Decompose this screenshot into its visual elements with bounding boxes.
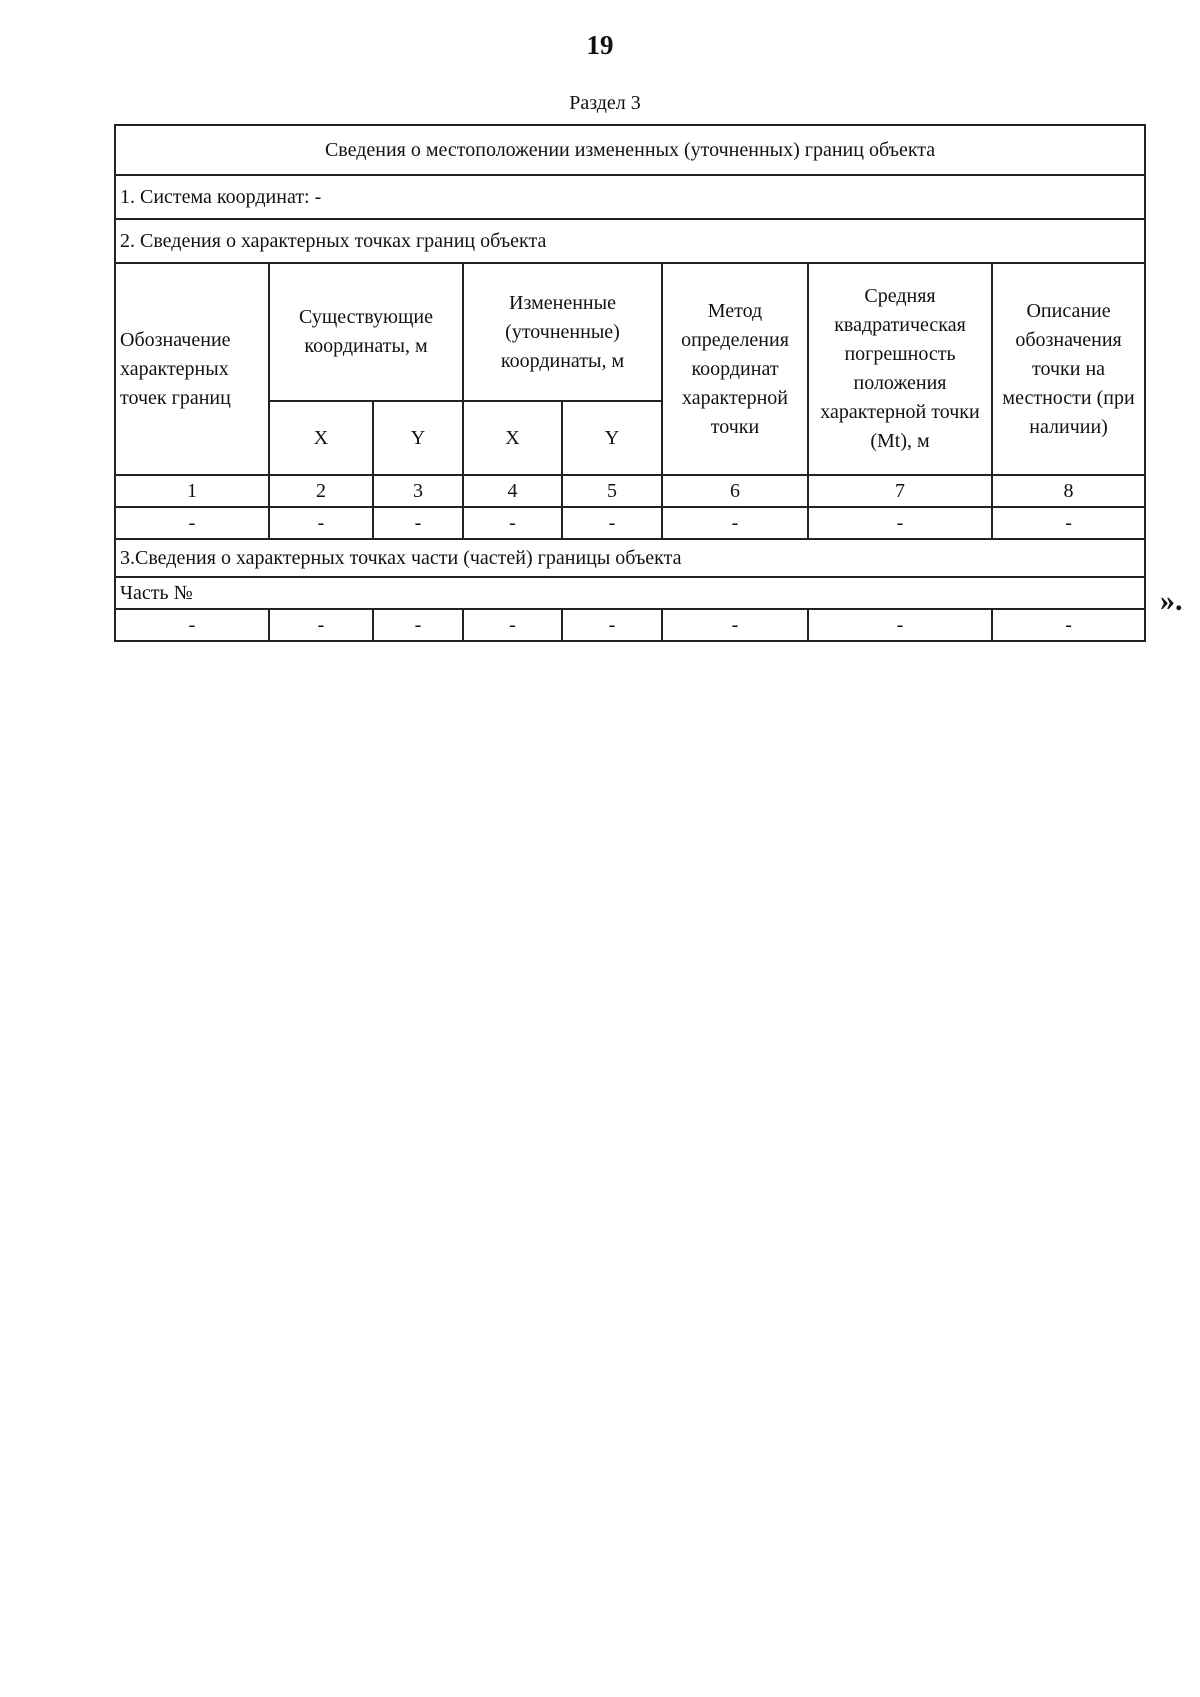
part-label: Часть №	[115, 577, 1145, 609]
table-cell: -	[373, 609, 463, 641]
table-cell: -	[373, 507, 463, 539]
section-label: Раздел 3	[569, 92, 641, 114]
table-title-row	[115, 125, 1145, 175]
table-cell: -	[115, 507, 269, 539]
table-title: Сведения о местоположении измененных (уточненных) границ объекта	[115, 125, 1145, 175]
table-cell: -	[562, 507, 662, 539]
points-data-row	[115, 507, 1145, 539]
header-method: Метод определения координат характерной точки	[662, 263, 808, 475]
table-cell: -	[662, 507, 808, 539]
points-heading: 2. Сведения о характерных точках границ объекта	[115, 219, 1145, 263]
coord-system-row	[115, 175, 1145, 219]
table-cell: -	[808, 507, 992, 539]
table-cell: -	[463, 507, 562, 539]
header-point-designation: Обозначение характерных точек границ	[115, 263, 269, 475]
header-changed-y: Y	[562, 401, 662, 475]
header-existing-x: X	[269, 401, 373, 475]
column-numbers-row	[115, 475, 1145, 507]
parts-heading-row	[115, 539, 1145, 577]
column-number: 6	[662, 475, 808, 507]
header-row-1	[115, 263, 1145, 401]
table-cell: -	[992, 507, 1145, 539]
part-label-row	[115, 577, 1145, 609]
boundary-table	[114, 124, 1146, 642]
header-existing-y: Y	[373, 401, 463, 475]
column-number: 7	[808, 475, 992, 507]
column-number: 3	[373, 475, 463, 507]
parts-heading: 3.Сведения о характерных точках части (частей) границы объекта	[115, 539, 1145, 577]
parts-data-row	[115, 609, 1145, 641]
table-cell: -	[269, 609, 373, 641]
table-cell: -	[463, 609, 562, 641]
header-existing-coords: Существующие координаты, м	[269, 263, 463, 401]
table-cell: -	[808, 609, 992, 641]
column-number: 5	[562, 475, 662, 507]
header-mean-error: Средняя квадратическая погрешность положения характерной точки (Mt), м	[808, 263, 992, 475]
column-number: 8	[992, 475, 1145, 507]
header-description: Описание обозначения точки на местности (при наличии)	[992, 263, 1145, 475]
column-number: 2	[269, 475, 373, 507]
column-number: 1	[115, 475, 269, 507]
header-changed-x: X	[463, 401, 562, 475]
table-cell: -	[662, 609, 808, 641]
column-number: 4	[463, 475, 562, 507]
header-changed-coords: Измененные (уточненные) координаты, м	[463, 263, 662, 401]
table-cell: -	[269, 507, 373, 539]
table-cell: -	[115, 609, 269, 641]
table-cell: -	[562, 609, 662, 641]
table-cell: -	[992, 609, 1145, 641]
coord-system: 1. Система координат: -	[115, 175, 1145, 219]
closing-quote: ».	[1160, 584, 1183, 617]
page-number: 19	[586, 30, 614, 60]
points-heading-row	[115, 219, 1145, 263]
